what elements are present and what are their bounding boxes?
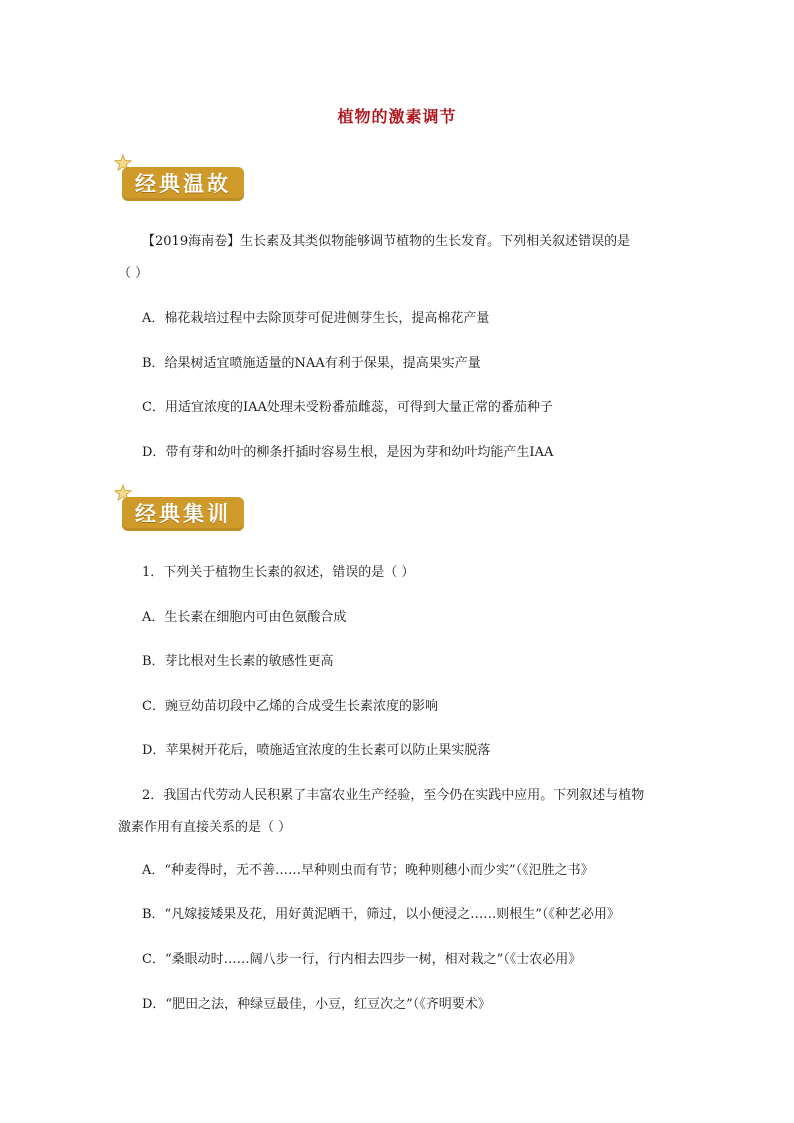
- page-title: 植物的激素调节: [337, 107, 457, 126]
- section-banner-label: 经典温故: [135, 172, 231, 196]
- q2-option-a: A．“种麦得时，无不善……早种则虫而有节；晚种则穗小而少实”（《氾胜之书》: [142, 863, 594, 878]
- q2-option-d: D．“肥田之法，种绿豆最佳，小豆，红豆次之”（《齐明要术》: [142, 997, 491, 1012]
- q2-stem: 2．我国古代劳动人民积累了丰富农业生产经验，至今仍在实践中应用。下列叙述与植物: [142, 788, 645, 803]
- q1-option-b: B．芽比根对生长素的敏感性更高: [142, 654, 334, 669]
- review-option-d: D．带有芽和幼叶的柳条扦插时容易生根，是因为芽和幼叶均能产生IAA: [142, 445, 554, 460]
- q2-option-b: B．“凡嫁接矮果及花，用好黄泥晒干，筛过，以小便浸之……则根生”（《种艺必用》: [142, 907, 620, 922]
- review-option-c: C．用适宜浓度的IAA处理未受粉番茄雌蕊，可得到大量正常的番茄种子: [142, 400, 553, 415]
- q1-option-d: D．苹果树开花后，喷施适宜浓度的生长素可以防止果实脱落: [142, 743, 491, 758]
- review-question-stem: 【2019海南卷】生长素及其类似物能够调节植物的生长发育。下列相关叙述错误的是: [142, 234, 631, 249]
- section-banner-review: [118, 161, 244, 201]
- review-question-answer-blank: （ ）: [118, 266, 149, 281]
- q1-stem: 1．下列关于植物生长素的叙述，错误的是（ ）: [142, 565, 415, 580]
- q2-stem-continued: 激素作用有直接关系的是（ ）: [118, 820, 292, 835]
- q1-option-c: C．豌豆幼苗切段中乙烯的合成受生长素浓度的影响: [142, 699, 438, 714]
- q1-option-a: A．生长素在细胞内可由色氨酸合成: [142, 610, 347, 625]
- section-banner-label: 经典集训: [135, 502, 231, 526]
- review-option-b: B．给果树适宜喷施适量的NAA有利于保果，提高果实产量: [142, 356, 481, 371]
- review-option-a: A．棉花栽培过程中去除顶芽可促进侧芽生长，提高棉花产量: [142, 311, 490, 326]
- q2-option-c: C．“桑眼动时……阔八步一行，行内相去四步一树，相对栽之”（《士农必用》: [142, 952, 582, 967]
- section-banner-training: [118, 491, 244, 531]
